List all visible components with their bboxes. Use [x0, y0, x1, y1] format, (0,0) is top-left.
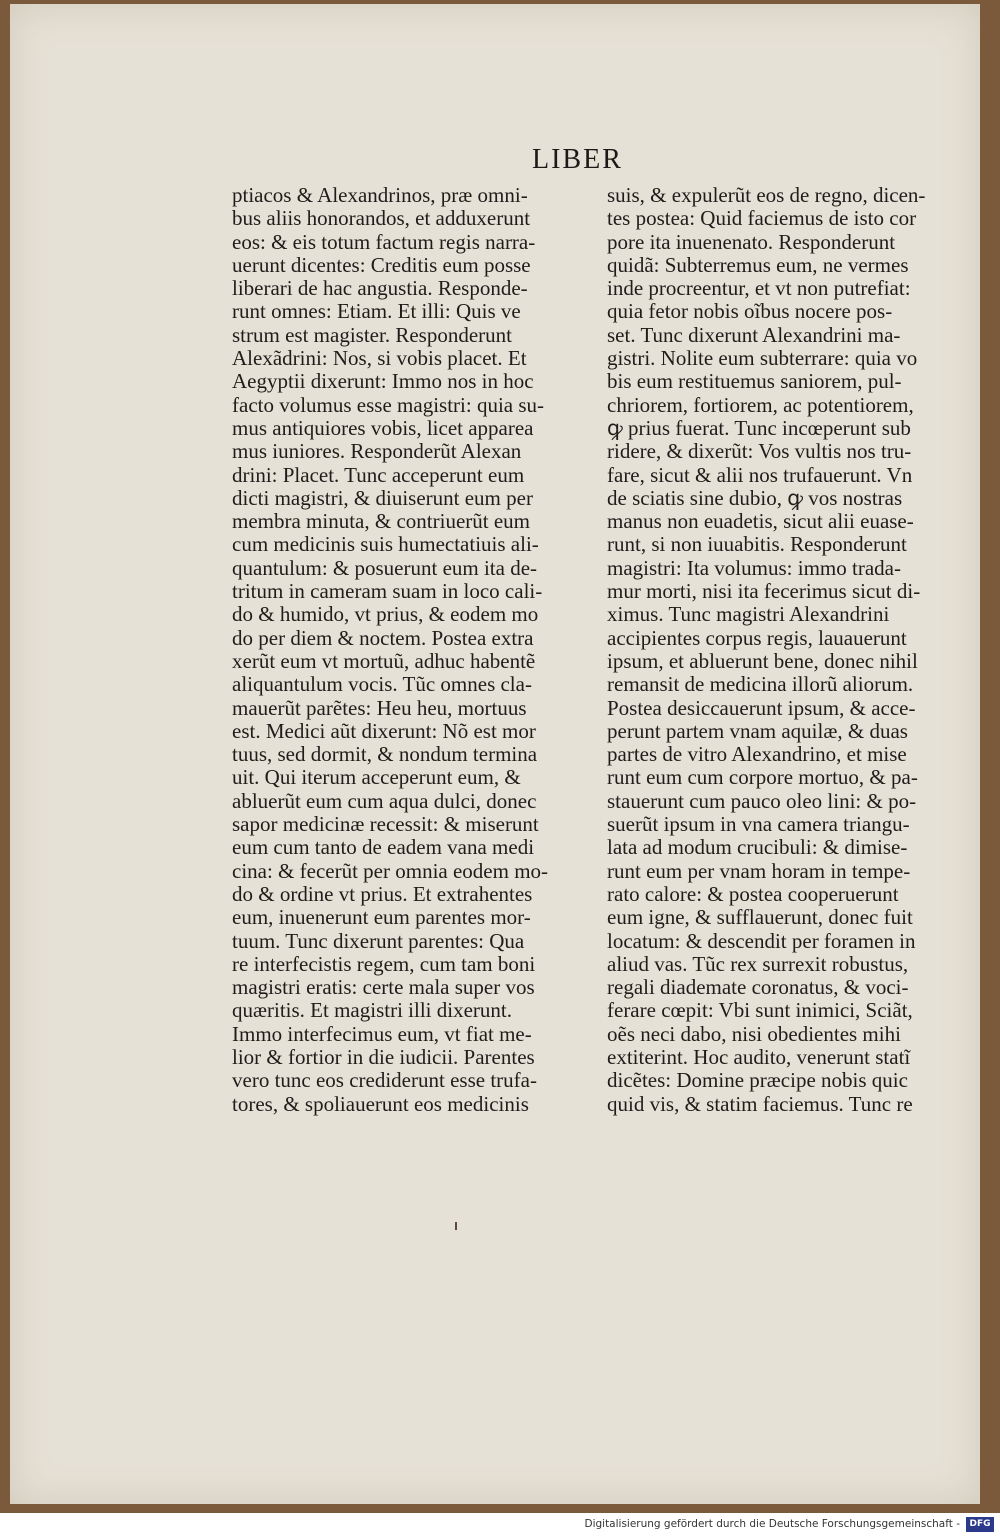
text-line: tores, & spoliauerunt eos medicinis: [232, 1092, 529, 1116]
text-line: dicẽtes: Domine præcipe nobis quic: [607, 1069, 908, 1093]
text-line: runt eum per vnam horam in tempe-: [607, 859, 911, 883]
text-line: runt eum cum corpore mortuo, & pa-: [607, 766, 918, 790]
text-line: stauerunt cum pauco oleo lini: & po-: [607, 789, 917, 813]
text-line: do & ordine vt prius. Et extrahentes: [232, 882, 533, 906]
text-line: ximus. Tunc magistri Alexandrini: [607, 603, 890, 627]
text-line: mur morti, nisi ita fecerimus sicut di-: [607, 580, 921, 604]
digitization-footer: [0, 1513, 1000, 1538]
text-line: tuus, sed dormit, & nondum termina: [232, 743, 538, 767]
text-line: magistri eratis: certe mala super vos: [232, 976, 535, 1000]
text-line: set. Tunc dixerunt Alexandrini ma-: [607, 323, 901, 347]
text-line: mus antiquiores vobis, licet apparea: [232, 416, 534, 440]
text-line: abluerũt eum cum aqua dulci, donec: [232, 789, 537, 813]
text-line: uerunt dicentes: Creditis eum posse: [232, 253, 531, 277]
dfg-logo: DFG: [966, 1517, 994, 1532]
text-line: bis eum restituemus saniorem, pul-: [607, 370, 902, 394]
text-line: runt, si non iuuabitis. Responderunt: [607, 533, 907, 557]
text-line: suerũt ipsum in vna camera triangu-: [607, 813, 910, 837]
text-line: chriorem, fortiorem, ac potentiorem,: [607, 393, 914, 417]
text-line: lior & fortior in die iudicii. Parentes: [232, 1045, 535, 1069]
text-line: gistri. Nolite eum subterrare: quia vo: [607, 347, 918, 371]
text-line: uit. Qui iterum acceperunt eum, &: [232, 766, 521, 790]
text-line: fare, sicut & alii nos trufauerunt. Vn: [607, 463, 913, 487]
text-line: tuum. Tunc dixerunt parentes: Qua: [232, 929, 525, 953]
text-line: runt omnes: Etiam. Et illi: Quis ve: [232, 300, 521, 324]
text-line: oẽs neci dabo, nisi obedientes mihi: [607, 1022, 901, 1046]
text-line: quid vis, & statim faciemus. Tunc re: [607, 1092, 913, 1116]
text-line: manus non euadetis, sicut alii euase-: [607, 510, 914, 534]
text-line: partes de vitro Alexandrino, et mise: [607, 743, 907, 767]
right-text-column: [607, 184, 942, 1116]
text-line: aliquantulum vocis. Tũc omnes cla-: [232, 673, 532, 697]
text-line: remansit de medicina illorũ aliorum.: [607, 673, 914, 697]
text-line: xerũt eum vt mortuũ, adhuc habentẽ: [232, 649, 536, 673]
text-line: ferare cœpit: Vbi sunt inimici, Sciãt,: [607, 999, 913, 1023]
text-line: accipientes corpus regis, lauauerunt: [607, 626, 907, 650]
text-line: lata ad modum crucibuli: & dimise-: [607, 836, 908, 860]
text-line: eum, inuenerunt eum parentes mor-: [232, 906, 531, 930]
text-line: quæritis. Et magistri illi dixerunt.: [232, 999, 512, 1023]
text-line: ipsum, et abluerunt bene, donec nihil: [607, 649, 918, 673]
text-line: pore ita inuenenato. Responderunt: [607, 230, 896, 254]
text-line: mus iuniores. Responderũt Alexan: [232, 440, 522, 464]
text-line: bus aliis honorandos, et adduxerunt: [232, 207, 531, 231]
text-line: sapor medicinæ recessit: & miserunt: [232, 813, 539, 837]
ink-mark: [455, 1222, 457, 1230]
text-line: inde procreentur, et vt non putrefiat:: [607, 277, 911, 301]
text-line: locatum: & descendit per foramen in: [607, 929, 916, 953]
running-title: LIBER: [532, 144, 623, 175]
text-line: cina: & fecerũt per omnia eodem mo-: [232, 859, 549, 883]
text-line: aliud vas. Tũc rex surrexit robustus,: [607, 952, 909, 976]
text-line: re interfecistis regem, cum tam boni: [232, 952, 536, 976]
text-line: ptiacos & Alexandrinos, præ omni-: [232, 184, 528, 207]
text-line: eum igne, & sufflauerunt, donec fuit: [607, 906, 913, 930]
text-line: suis, & expulerũt eos de regno, dicen-: [607, 184, 926, 207]
text-line: ridere, & dixerũt: Vos vultis nos tru-: [607, 440, 912, 464]
text-line: tes postea: Quid faciemus de isto cor: [607, 207, 917, 231]
text-line: quidã: Subterremus eum, ne vermes: [607, 253, 909, 277]
text-line: eos: & eis totum factum regis narra-: [232, 230, 536, 254]
text-line: liberari de hac angustia. Responde-: [232, 277, 528, 301]
text-line: vero tunc eos crediderunt esse trufa-: [232, 1069, 537, 1093]
text-line: mauerũt parẽtes: Heu heu, mortuus: [232, 696, 527, 720]
text-line: extiterint. Hoc audito, venerunt statĩ: [607, 1045, 911, 1069]
text-line: ꝙ prius fuerat. Tunc incœperunt sub: [607, 416, 911, 440]
text-line: est. Medici aũt dixerunt: Nõ est mor: [232, 719, 536, 743]
text-line: quantulum: & posuerunt eum ita de-: [232, 556, 538, 580]
text-line: eum cum tanto de eadem vana medi: [232, 836, 535, 860]
text-line: Aegyptii dixerunt: Immo nos in hoc: [232, 370, 534, 394]
text-line: cum medicinis suis humectatiuis ali-: [232, 533, 539, 557]
text-line: magistri: Ita volumus: immo trada-: [607, 556, 901, 580]
text-line: strum est magister. Responderunt: [232, 323, 512, 347]
text-line: dicti magistri, & diuiserunt eum per: [232, 486, 533, 510]
text-line: perunt partem vnam aquilæ, & duas: [607, 719, 908, 743]
text-line: rato calore: & postea cooperuerunt: [607, 882, 899, 906]
text-line: do & humido, vt prius, & eodem mo: [232, 603, 539, 627]
text-line: membra minuta, & contriuerũt eum: [232, 510, 530, 534]
text-line: de sciatis sine dubio, ꝙ vos nostras: [607, 486, 903, 510]
text-line: tritum in cameram suam in loco cali-: [232, 580, 543, 604]
left-text-column: [232, 184, 577, 1116]
text-line: do per diem & noctem. Postea extra: [232, 626, 534, 650]
text-line: regali diademate coronatus, & voci-: [607, 976, 909, 1000]
funding-credit: Digitalisierung gefördert durch die Deutsche Forschungsgemeinschaft -: [584, 1518, 960, 1530]
text-line: quia fetor nobis oĩbus nocere pos-: [607, 300, 893, 324]
text-line: Postea desiccauerunt ipsum, & acce-: [607, 696, 916, 720]
text-line: Immo interfecimus eum, vt fiat me-: [232, 1022, 532, 1046]
text-line: Alexãdrini: Nos, si vobis placet. Et: [232, 347, 527, 371]
book-page: [10, 4, 980, 1504]
text-line: drini: Placet. Tunc acceperunt eum: [232, 463, 525, 487]
text-line: facto volumus esse magistri: quia su-: [232, 393, 545, 417]
